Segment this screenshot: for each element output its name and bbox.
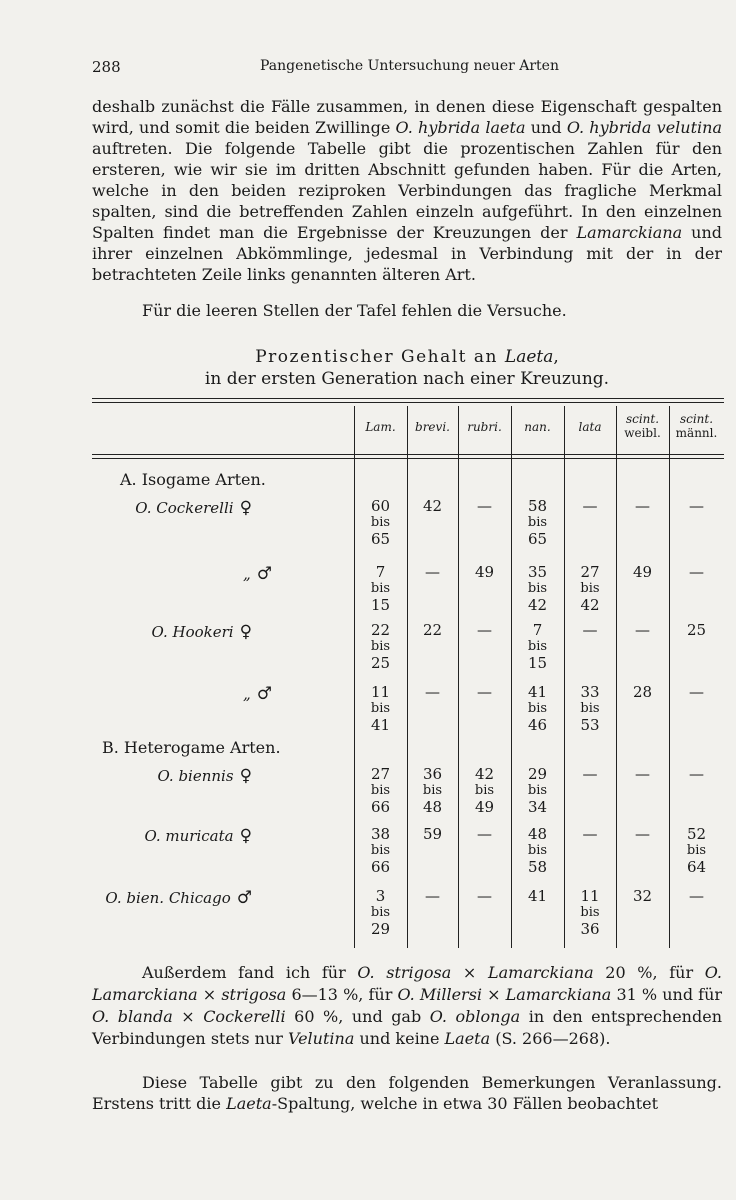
table-cell: — (582, 621, 598, 639)
row-label: O. Hookeri ♀ (151, 622, 252, 642)
species-name: O. hybrida velutina (566, 118, 722, 137)
caption-text: , (553, 347, 559, 367)
table-cell: 29 bis 34 (527, 765, 548, 816)
table-cell: 59 (422, 825, 443, 843)
table-top-rule (92, 398, 724, 399)
row-label: O. muricata ♀ (144, 826, 252, 846)
table-cell: 27 bis 42 (580, 563, 600, 614)
paragraph-additional-results (92, 962, 722, 1050)
table-cell: — (477, 887, 492, 905)
row-label: O. Cockerelli ♀ (135, 498, 252, 518)
table-cell: 3 bis 29 (370, 887, 391, 938)
column-divider (458, 406, 459, 948)
table-cell: — (582, 825, 598, 843)
column-divider (616, 406, 617, 948)
running-title: Pangenetische Untersuchung neuer Arten (260, 58, 559, 74)
caption-text: Prozentischer Gehalt an (255, 347, 505, 367)
col-header-lata: lata (578, 420, 602, 434)
table-caption (92, 346, 722, 390)
species-name: Laeta (226, 1094, 272, 1113)
table-cell: 49 (632, 563, 653, 581)
row-label: „ ♂ (242, 564, 272, 584)
table-cell: — (689, 887, 704, 905)
table-cell: — (689, 765, 704, 783)
section-isogame: A. Isogame Arten. (120, 470, 266, 489)
table-cell: — (477, 497, 492, 515)
table-cell: 58 bis 65 (527, 497, 548, 548)
text-run: deshalb zunächst die Fälle zusammen, in denen diese Eigenschaft gespalten wird, und somit die beiden Zwillinge (92, 97, 722, 137)
text-run: 60 %, und gab (285, 1007, 430, 1026)
caption-species: Laeta (504, 347, 554, 367)
species-name: Velutina (288, 1029, 355, 1048)
table-cell: — (477, 621, 492, 639)
table-cell: 41 bis 46 (527, 683, 548, 734)
table-cell: 7 bis 15 (527, 621, 548, 672)
species-name: Lamarckiana (576, 223, 683, 242)
col-header-scint-maennl: scint. männl. (675, 412, 718, 440)
species-name: strigosa (221, 985, 287, 1004)
table-cell: 25 (686, 621, 707, 639)
species-name: Laeta (444, 1029, 491, 1048)
table-cell: 11 bis 41 (370, 683, 391, 734)
text-run: auftreten. Die folgende Tabelle gibt die prozentischen Zahlen für den ersteren, wie wir sie im dritten Abschnitt gefunden haben. Für die Arten, welche in den beiden reziproken Verbindungen das fragliche Merkmal spalten, sind die betreffenden Zahlen einzeln aufgeführt. In den einzelnen Spalten findet man die Ergebnisse der Kreuzungen der (92, 139, 722, 242)
table-cell: 27 bis 66 (370, 765, 391, 816)
table-cell: — (635, 497, 650, 515)
species-name: O. Lamarckiana (92, 963, 723, 1004)
table-cell: 49 (474, 563, 495, 581)
table-cell: 35 bis 42 (527, 563, 548, 614)
header-rule (92, 454, 724, 455)
paragraph-note: Für die leeren Stellen der Tafel fehlen die Versuche. (142, 301, 567, 320)
table-cell: 42 bis 49 (474, 765, 495, 816)
table-cell: 41 (527, 887, 548, 905)
text-run: und (525, 118, 567, 137)
col-header-brevi: brevi. (415, 420, 450, 434)
text-run: 31 % und für (611, 985, 723, 1004)
table-cell: 33 bis 53 (580, 683, 600, 734)
column-divider (407, 406, 408, 948)
table-cell: — (477, 825, 492, 843)
table-cell: — (425, 563, 440, 581)
table-cell: 36 bis 48 (422, 765, 443, 816)
species-name: O. Millersi (397, 985, 483, 1004)
table-cell: — (582, 497, 598, 515)
table-cell: — (635, 621, 650, 639)
text-run: Diese Tabelle gibt zu den folgenden Bemerkungen Veranlassung. Erstens tritt die (92, 1073, 722, 1113)
text-run: × (197, 985, 222, 1004)
row-label: „ ♂ (242, 684, 272, 704)
species-name: Lamarckiana (505, 985, 612, 1004)
paragraph-intro (92, 96, 722, 285)
species-name: Cockerelli (203, 1007, 286, 1026)
text-run: (S. 266—268). (490, 1029, 611, 1048)
table-cell: 22 (422, 621, 443, 639)
header-rule-2 (92, 458, 724, 459)
text-run: -Spaltung, welche in etwa 30 Fällen beobachtet (271, 1094, 659, 1113)
table-cell: — (689, 563, 704, 581)
table-cell: — (477, 683, 492, 701)
col-header-lam: Lam. (365, 420, 396, 434)
table-cell: 7 bis 15 (370, 563, 391, 614)
text-run: × (451, 963, 488, 982)
table-cell: 22 bis 25 (370, 621, 391, 672)
row-label: O. biennis ♀ (157, 766, 252, 786)
table-cell: 28 (632, 683, 653, 701)
column-divider (564, 406, 565, 948)
table-cell: — (635, 765, 650, 783)
table-top-rule-2 (92, 402, 724, 403)
table-cell: 42 (422, 497, 443, 515)
row-label: O. bien. Chicago ♂ (105, 888, 252, 908)
text-run: und ihrer einzelnen Abkömmlinge, jedesmal in Verbindung mit der in der betrachteten Zeile links genannten älteren Art. (92, 223, 723, 284)
text-run: und keine (354, 1029, 445, 1048)
table-cell: — (689, 497, 704, 515)
table-cell: — (425, 683, 440, 701)
caption-subtitle: in der ersten Generation nach einer Kreuzung. (204, 369, 610, 389)
text-run: × (172, 1007, 204, 1026)
text-run: Außerdem fand ich für (142, 963, 358, 982)
table-cell: 60 bis 65 (370, 497, 391, 548)
species-name: O. oblonga (429, 1007, 521, 1026)
laeta-percentage-table (92, 398, 724, 948)
text-run: 6—13 %, für (286, 985, 398, 1004)
table-cell: 11 bis 36 (580, 887, 600, 938)
table-cell: — (635, 825, 650, 843)
table-cell: 52 bis 64 (686, 825, 707, 876)
paragraph-remarks (92, 1072, 722, 1114)
page-number: 288 (92, 58, 121, 76)
table-cell: 48 bis 58 (527, 825, 548, 876)
col-header-nan: nan. (524, 420, 551, 434)
text-run: 20 %, für (593, 963, 705, 982)
text-run: in den entsprechenden Verbindungen stets nur (92, 1007, 722, 1048)
species-name: Lamarckiana (487, 963, 594, 982)
table-cell: — (689, 683, 704, 701)
section-heterogame: B. Heterogame Arten. (102, 738, 281, 757)
col-header-scint-weibl: scint. weibl. (624, 412, 661, 440)
table-cell: — (425, 887, 440, 905)
species-name: O. blanda (92, 1007, 173, 1026)
species-name: O. hybrida laeta (395, 118, 526, 137)
table-cell: 38 bis 66 (370, 825, 391, 876)
species-name: O. strigosa (357, 963, 452, 982)
col-header-rubri: rubri. (467, 420, 502, 434)
table-cell: 32 (632, 887, 653, 905)
text-run: × (482, 985, 506, 1004)
table-cell: — (582, 765, 598, 783)
